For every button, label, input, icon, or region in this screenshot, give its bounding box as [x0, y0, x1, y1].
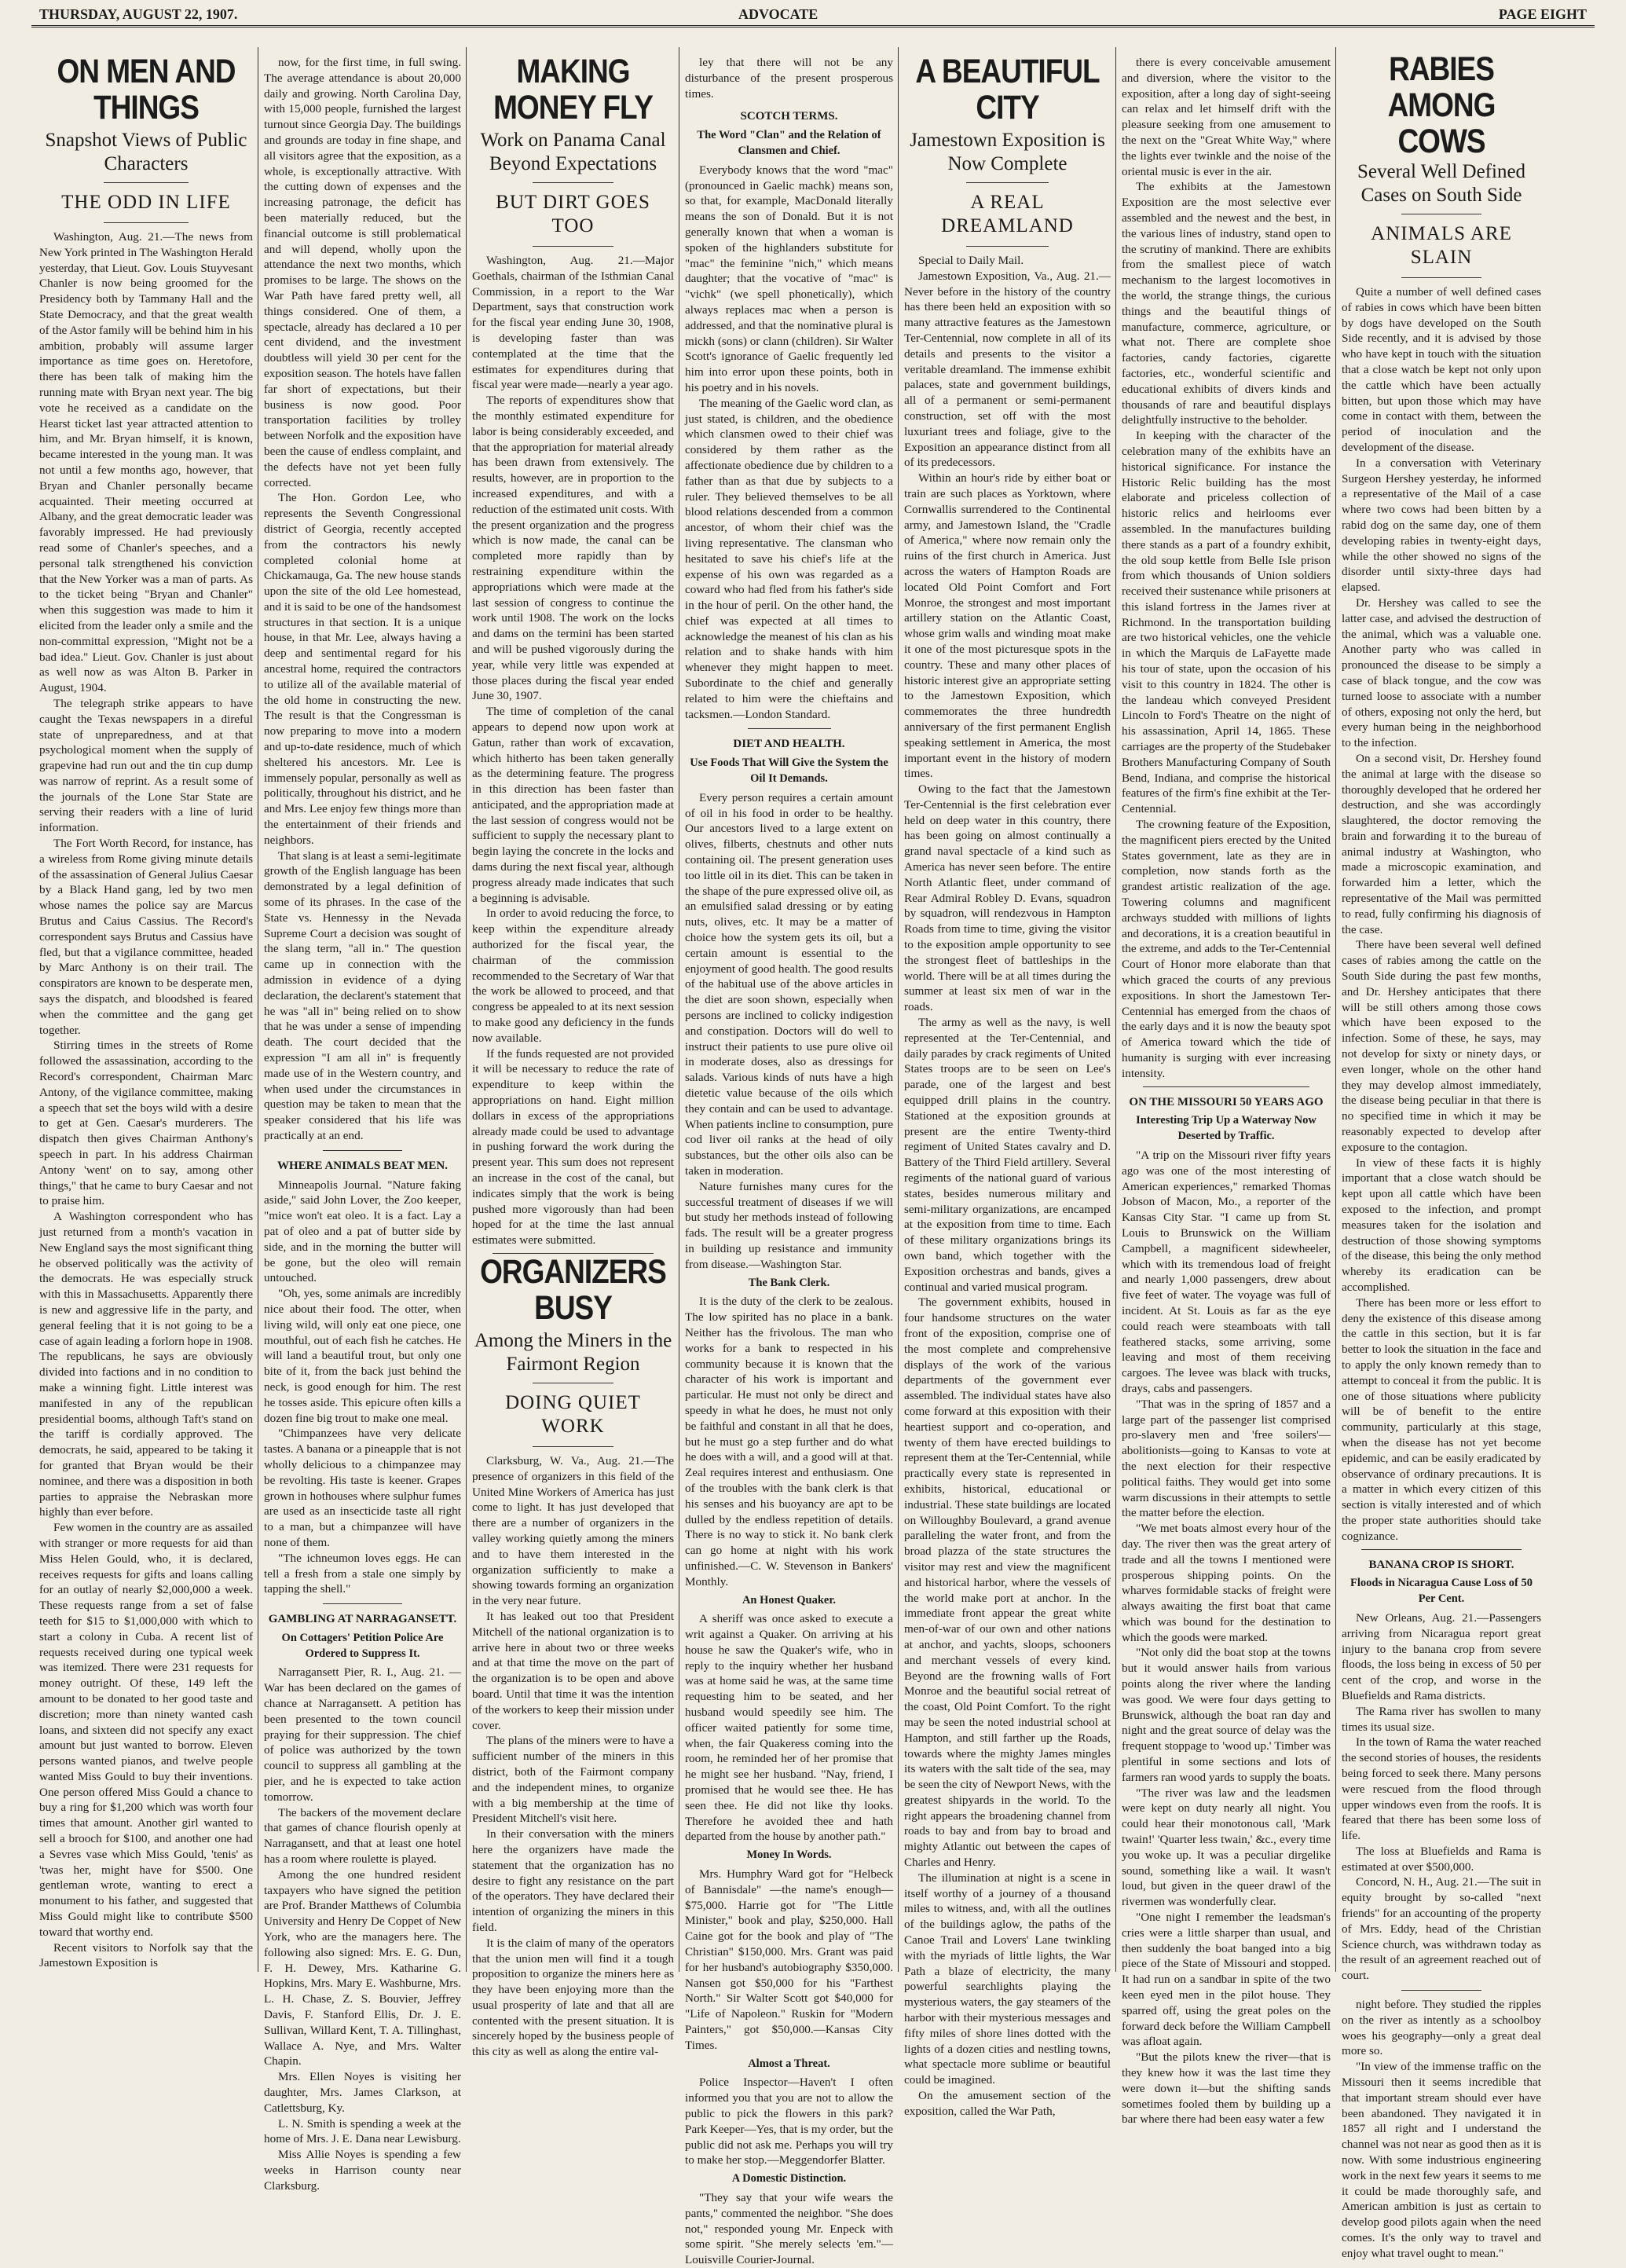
column-rule	[1115, 47, 1116, 1972]
article-title: Almost a Threat.	[748, 2057, 830, 2070]
divider	[1401, 1990, 1481, 1991]
paragraph: night before. They studied the ripples on the river as intently as a schoolboy woes his geography—only a great deal more so.	[1342, 1998, 1541, 2058]
paragraph: "But the pilots knew the river—that is they knew how it was the last time they were down it—but the shifting sands sometimes fooled them by building up a bar where there had been easy water a few	[1122, 2050, 1331, 2127]
paragraph: The loss at Bluefields and Rama is estimated at over $500,000.	[1342, 1844, 1541, 1874]
column-7	[1337, 49, 1546, 2260]
column-6	[1117, 55, 1335, 2127]
headline: A BEAUTIFUL CITY	[915, 52, 1100, 126]
headline: ORGANIZERS BUSY	[480, 1252, 666, 1326]
paragraph: A sheriff was once asked to execute a writ against a Quaker. On arriving at his house he saw the Quaker's wife, who in reply to the inquiry whether her husband was at home said he was, at the same time requesting him to be seated, and her husband would speedily see him. The officer waited patiently for some time, when, the fair Quakeress coming into the room, he reminded her of her promise that he might see her husband. "Nay, friend, I promised that he would see thee. He has seen thee. He did not like thy looks. Therefore he avoided thee and hath departed from the house by another path."	[685, 1612, 893, 1844]
paragraph: On the amusement section of the exposition, called the War Path,	[904, 2089, 1111, 2118]
paragraph: "Chimpanzees have very delicate tastes. A banana or a pineapple that is not wholly delicious to a chimpanzee may be revolting. His taste is keener. Grapes grown in hothouses where sulphur fumes are used as an insecticide taste all right to a man, but a chimpanzee will have none of them.	[264, 1427, 461, 1549]
paragraph: Quite a number of well defined cases of rabies in cows which have been bitten by dogs have developed on the South Side recently, and it is advised by those who have kept in touch with the situation that a close watch be kept not only upon the cattle which have been actually bitten, but upon those which may have come in contact with them, between the period of inoculation and the development of the disease.	[1342, 285, 1541, 454]
article-title: Money In Words.	[746, 1848, 832, 1862]
paragraph: Nature furnishes many cures for the successful treatment of diseases if we will but study her methods instead of following fads. The result will be a greater progress in building up resistance and immunity from disease.—Washington Star.	[685, 1179, 893, 1271]
article-title: WHERE ANIMALS BEAT MEN.	[277, 1159, 448, 1172]
paragraph: Concord, N. H., Aug. 21.—The suit in equity brought by so-called "next friends" for an accounting of the property of Mrs. Eddy, head of the Christian Science church, was withdrawn today as the result of an agreement reached out of court.	[1342, 1875, 1541, 1983]
paragraph: In view of these facts it is highly important that a close watch should be kept upon all cattle which have been exposed to the infection, and prompt measures taken for the isolation and destruction of those showing symptoms of the disease, this being the only method whereby its eradication can be accomplished.	[1342, 1156, 1541, 1294]
paragraph: The plans of the miners were to have a sufficient number of the miners in this district, both of the Fairmont company and the independent mines, to organize with a big membership at the time of President Mitchell's visit here.	[472, 1734, 674, 1826]
divider	[748, 728, 831, 729]
deck: Several Well Defined Cases on South Side	[1357, 161, 1526, 206]
paragraph: "The river was law and the leadsmen were kept on duty nearly all night. You could hear their monotonous call, 'Mark twain!' 'Quarter less twain,' &c., every time you woke up. It was a peculiar dirgelike sound, something like a wail. It wasn't loud, but given in the queer drawl of the rivermen was wonderfully clear.	[1122, 1786, 1331, 1909]
paper-name: ADVOCATE	[738, 6, 818, 22]
issue-date: THURSDAY, AUGUST 22, 1907.	[39, 6, 238, 22]
deck: Snapshot Views of Public Characters	[45, 130, 247, 174]
article-subtitle: Use Foods That Will Give the System the Oil It Demands.	[690, 757, 888, 786]
headline: MAKING MONEY FLY	[493, 52, 653, 126]
paragraph: "The ichneumon loves eggs. He can tell a fresh from a stale one simply by tapping the shell."	[264, 1551, 461, 1596]
paragraph: "Not only did the boat stop at the towns but it would answer hails from various points along the river where the landing was good. We were four days getting to Brunswick, although the boat ran day and night and the great source of delay was the frequent stoppage to 'wood up.' Timber was plentiful in some sections and lots of farmers ran wood yards to supply the boats.	[1122, 1646, 1331, 1784]
paragraph: The Rama river has swollen to many times its usual size.	[1342, 1704, 1541, 1734]
paragraph: The crowning feature of the Exposition, the magnificent piers erected by the United States government, late as they are in completion, now stands forth as the grandest artistic realization of the age. Towering columns and magnificent archways studded with millions of lights and decorations, it is a creation beautiful in the extreme, and adds to the Ter-Centennial Court of Honor more elaborate than that which graced the courts of any previous expositions. In short the Jamestown Ter-Centennial has emerged from the chaos of the early days and it is now the beauty spot of America toward which the tide of humanity is surging with ever increasing intensity.	[1122, 818, 1331, 1080]
paragraph: ley that there will not be any disturbance of the present prosperous times.	[685, 56, 893, 101]
paragraph: In a conversation with Veterinary Surgeon Hershey yesterday, he informed a representative of the Mail of a case where two cows had been bitten by a rabid dog on the same day, one of them developing rabies in twenty-eight days, while the other showed no signs of the disorder until sixty-three days had elapsed.	[1342, 456, 1541, 595]
paragraph: In order to avoid reducing the force, to keep within the expenditure already authorized for the fiscal year, the chairman of the commission recommended to the Secretary of War that the work be allowed to proceed, and that congress be appealed to at its next session to make good any deficiency in the funds now available.	[472, 907, 674, 1045]
paragraph: Jamestown Exposition, Va., Aug. 21.—Never before in the history of the country has there been held an exposition with so many attractive features as the Jamestown Ter-Centennial, now complete in all of its details and presents to the visitor a veritable dreamland. The immense exhibit palaces, state and government buildings, all of a permanent or semi-permanent construction, set off with the most luxuriant trees and foliage, give to the Exposition an appearance distinct from all of its predecessors.	[904, 269, 1111, 470]
paragraph: Dr. Hershey was called to see the latter case, and advised the destruction of the animal, which was a valuable one. Another party who was called in pronounced the disease to be simply a case of black tongue, and the cow was turned loose to associate with a number of others, exposing not only the herd, but every human being in the neighborhood to the infection.	[1342, 595, 1541, 750]
column-4	[680, 55, 898, 2267]
paragraph: The Hon. Gordon Lee, who represents the Seventh Congressional district of Georgia, recently accepted from the contractors his newly completed colonial home at Chickamauga, Ga. The new house stands upon the site of the old Lee homestead, and it is said to be one of the handsomest structures in that section. It is a unique house, in that Mr. Lee, always having a deep and sentimental regard for his ancestral home, required the contractors to utilize all of the available material of the old home in constructing the new. The result is that the Congressman is now preparing to move into a modern and up-to-date residence, much of which sheltered his ancestors. Mr. Lee is immensely popular, personally as well as politically, throughout his district, and he and Mrs. Lee enjoy few things more than the entertainment of their friends and neighbors.	[264, 491, 461, 847]
subdeck: A REAL DREAMLAND	[941, 192, 1074, 236]
column-5	[899, 52, 1115, 2118]
paragraph: The Fort Worth Record, for instance, has a wireless from Rome giving minute details of the assassination of General Julius Caesar by a Black Hand gang, led by two men whose names the police say are Marcus Brutus and Caius Cassius. The Record's correspondent says Brutus and Cassius have fled, but that a vigilance committee, headed by Marc Anthony is on their trail. The conspirators are known to be desperate men, says the dispatch, and bloodshed is feared when the committee and the gang get together.	[39, 837, 253, 1037]
divider	[966, 182, 1049, 183]
headline: RABIES AMONG COWS	[1387, 49, 1496, 159]
paragraph: That slang is at least a semi-legitimate growth of the English language has been demonstrated by a legal definition of some of its phrases. In the case of the State vs. Hennessy in the Nevada Supreme Court a decision was sought of the slang term, "all in." The question came up in connection with the admission in evidence of a dying declaration, the declarent's statement that he was "all in" being relied on to show that he was under a sense of impending death. The court decided that the expression "I am all in" is frequently made use of in the Western country, and when used under the circumstances in question may be taken to mean that the speaker considered that his life was practically at an end.	[264, 848, 461, 1142]
paragraph: L. N. Smith is spending a week at the home of Mrs. J. E. Dana near Lewisburg.	[264, 2116, 461, 2146]
paragraph: A Washington correspondent who has just returned from a month's vacation in New England says the most significant thing he observed politically was the activity of the democrats. He was especially struck with this in Massachusetts. Apparently there is new and aggressive life in the party, and general feeling that it is not going to be a case of again leading a forlorn hope in 1908. The republicans, he says are obviously divided into factions and in no condition to make a winning fight. Little interest was manifested in any of the republican presidential booms, although Taft's stand on the tariff is cordially approved. The democrats, he said, appeared to be taking it for granted that Bryan would be their nominee, and there was a disposition in both parties to appraise the Nebraskan more highly than ever before.	[39, 1210, 253, 1519]
paragraph: "They say that your wife wears the pants," commented the neighbor. "She does not," responded young Mr. Enpeck with some spirit. "She merely selects 'em."—Louisville Courier-Journal.	[685, 2190, 893, 2267]
paragraph: Among the one hundred resident taxpayers who have signed the petition are Prof. Brander Matthews of Columbia University and Henry De Coppet of New York, who are the managers here. The following also signed: Mrs. E. G. Dun, F. H. Dewey, Mrs. Katharine G. Hopkins, Mrs. Mary E. Washburne, Mrs. L. H. Chase, Z. S. Bouvier, Jeffrey Davis, F. Stanford Ellis, Dr. J. E. Sullivan, Willard Kent, T. A. Tillinghast, Wallace A. Nye, and Mrs. Walter Chapin.	[264, 1867, 461, 2068]
paragraph: New Orleans, Aug. 21.—Passengers arriving from Nicaragua report great injury to the banana crop from severe floods, the loss being in excess of 50 per cent of the crop, and worse in the Bluefields and Rama districts.	[1342, 1610, 1541, 1702]
column-2	[259, 55, 466, 2193]
paragraph: "A trip on the Missouri river fifty years ago was one of the most interesting of American experiences," remarked Thomas Jobson of Macon, Mo., a reporter of the Kansas City Star. "I came up from St. Louis to Brunswick on the William Campbell, a magnificent sidewheeler, which with its tremendous load of freight and nearly 1,000 passengers, drew about five feet of water. The voyage was full of incident. At St. Louis as far as the eye could reach were steamboats with tall feathered stacks, some arriving, some leaving and most of them receiving cargoes. The levee was black with trucks, drays, cabs and passengers.	[1122, 1148, 1331, 1395]
paragraph: The time of completion of the canal appears to depend now upon work at Gatun, rather than work of excavation, which hitherto has been taken generally as the determining feature. The progress in this direction has been faster than anticipated, and the appropriation made at the last session of congress would not be sufficient to supply the necessary plant to begin laying the concrete in the locks and dams during the next fiscal year, although progress already made indicates that such a beginning is advisable.	[472, 705, 674, 905]
paragraph: "Oh, yes, some animals are incredibly nice about their food. The otter, when living wild, will only eat one piece, one mouthful, out of each fish he catches. He will land a beautiful trout, but only one bite of it, from the back just behind the neck, is good enough for him. The rest he tosses aside. This epicure often kills a dozen fine big trout to make one meal.	[264, 1287, 461, 1425]
divider	[104, 182, 189, 183]
paragraph: In their conversation with the miners here the organizers have made the statement that the organization has no desire to fight any resistance on the part of the operators. They have declared their intention of organizing the miners in this field.	[472, 1827, 674, 1934]
article-subtitle: The Word "Clan" and the Relation of Clansmen and Chief.	[697, 129, 881, 157]
paragraph: Police Inspector—Haven't I often informed you that you are not to allow the public to pick the flowers in this park? Park Keeper—Yes, that is my order, but the public did not ask me. Perhaps you will try to make her stop.—Meggendorfer Blatter.	[685, 2076, 893, 2167]
article-title: BANANA CROP IS SHORT.	[1368, 1558, 1514, 1571]
divider	[533, 246, 613, 247]
paragraph: The government exhibits, housed in four handsome structures on the water front of the exposition, comprise one of the most complete and comprehensive displays of the work of the various departments of the government ever assembled. The individual states have also come forward at this exposition with their heartiest support and co-operation, and twenty of them have erected buildings to represent them at the Ter-Centennial, while practically every state is represented in exhibits, historical, educational or industrial. These state buildings are located on Willoughby Boulevard, a grand avenue paralleling the water front, and from the broad plazza of the state structures the visitor may rest and view the magnificent and historical harbor, where the vessels of the world make port at anchor. In the immediate front appear the great white men-of-war of our own and other nations at anchor, and yachts, sloops, schooners and merchant vessels of every kind. Beyond are the frowning walls of Fort Monroe and the beautiful social retreat of the coast, Old Point Comfort. To the right may be seen the noted industrial school at Hampton, and still farther up the Roads, towards where the mighty James mingles its waters with the salt tide of the sea, may be seen the city of Newport News, with the greatest shipyards in the world. To the right appears the broadening channel from roads to bay and from bay to broad and mighty Atlantic out between the capes of Charles and Henry.	[904, 1295, 1111, 1870]
paragraph: The exhibits at the Jamestown Exposition are the most selective ever assembled and the newest and the best, in the various lines of industry, stand open to the scrutiny of mankind. There are exhibits from the smallest piece of watch mechanism to the largest locomotives in the world, the strange things, the curious things and the beautiful things of manufacture, commerce, agriculture, or what not. There are complete shoe factories, candy factories, cigarette factories, etc., wonderful scientific and educational exhibits of divers kinds and thousands of rare and beautiful displays delightfully instructive to the beholder.	[1122, 180, 1331, 427]
paragraph: There has been more or less effort to deny the existence of this disease among the cattle in this section, but it is far better to look the situation in the face and to apply the only known remedy than to attempt to conceal it from the public. It is one of those situations where publicity will be of benefit to the entire community, particularly at this stage, when the disease has not yet become epidemic, and can be easily eradicated by observance of ordinary precautions. It is a matter in which every citizen of this section is vitally interested and of which the proper state authorities should take cognizance.	[1342, 1295, 1541, 1543]
paragraph: "We met boats almost every hour of the day. The river then was the great artery of trade and all the towns I mentioned were prosperous shipping points. On the wharves formidable stacks of freight were always awaiting the first boat that came which was bound for the destination to which the goods were marked.	[1122, 1522, 1331, 1644]
paragraph: Stirring times in the streets of Rome followed the assassination, according to the Record's correspondent, Chairman Marc Antony, of the vigilance committee, making a speech that set the boys wild with a desire to get at Gen. Caesar's murderers. The dispatch then gives Chairman Anthony's speech in part. In his address Chairman Antony 'went' on to say, among other things," that he came to bury Caesar and not to praise him.	[39, 1039, 253, 1208]
column-1	[35, 52, 258, 1972]
paragraph: Every person requires a certain amount of oil in his food in order to be healthy. Our ancestors lived to a large extent on olives, filberts, chestnuts and other nuts containing oil. The present generation uses too little oil in its diet. This can be taken in the shape of the pure expressed olive oil, as an emulsified salad dressing or by eating nuts, olives, etc. It may be a matter of choice how the system gets its oil, but a certain amount is essential to the enjoyment of good health. The good results of the habitual use of the above articles in the diet are soon shown, especially when persons are inclined to colicky indigestion and constipation. Doctors will do well to instruct their patients to use pure olive oil in moderate doses, also as dressings for salads. Various kinds of nuts have a high dietetic value because of the oils which they contain and can be used to advantage. When patients incline to consumption, pure cod liver oil ranks at the head of oily substances, but the other oils also can be taken in moderation.	[685, 790, 893, 1178]
column-rule	[898, 47, 899, 1972]
masthead	[31, 5, 1595, 27]
paragraph: Mrs. Humphry Ward got for "Helbeck of Bannisdale" —the name's enough—$75,000. Harrie got for "The Little Minister," book and play, $250,000. Hall Caine got for the book and play of "The Christian" $150,000. Mrs. Grant was paid for her husband's autobiography $350,000. Nansen got $50,000 for his "Farthest North." Sir Walter Scott got $40,000 for "Life of Napoleon." Ruskin for "Modern Painters," got $50,000.—Kansas City Times.	[685, 1867, 893, 2052]
column-3	[467, 52, 679, 2059]
deck: Among the Miners in the Fairmont Region	[474, 1330, 672, 1375]
paragraph: "One night I remember the leadsman's cries were a little sharper than usual, and then suddenly the boat banged into a big piece of the State of Missouri and stopped. It had run on a sandbar in spite of the two keen eyed men in the pilot house. They sparred off, using the great poles on the forward deck before the William Campbell was afloat again.	[1122, 1911, 1331, 2049]
article-title: SCOTCH TERMS.	[740, 110, 838, 123]
article-title: GAMBLING AT NARRAGANSETT.	[268, 1613, 457, 1626]
paragraph: Everybody knows that the word "mac" (pronounced in Gaelic machk) means son, so that, for example, MacDonald literally means the son of Donald. But it is not generally known that when a woman is spoken of the highlanders substitute for "mac" the feminine "nich," which means daughter; that the vocative of "mac" is "vichk" (we spell phonetically), which always replaces mac when a person is addressed, and that the nominative plural is mickh (sons) or clann (children). Sir Walter Scott's ignorance of Gaelic frequently led him into error upon these points, both in his poetry and in his novels.	[685, 163, 893, 394]
paragraph: Within an hour's ride by either boat or train are such places as Yorktown, where Cornwallis surrendered to the Continental army, and Jamestown Island, the "Cradle of America," where now remain only the ruins of the first church in America. Just across the waters of Hampton Roads are located Old Point Comfort and Fort Monroe, the strongest and most important artillery station on the Atlantic Coast, whose grim walls and winding moat make it one of the most picturesque spots in the country. These and many other places of historic interest give an appropriate setting to the Jamestown Exposition, which commemorates the three hundredth anniversary of the first permanent English speaking settlement in America, the most important event in the history of modern times.	[904, 471, 1111, 781]
divider	[533, 182, 613, 183]
deck: Work on Panama Canal Beyond Expectations	[480, 130, 666, 174]
divider	[533, 1446, 613, 1447]
deck: Jamestown Exposition is Now Complete	[910, 130, 1105, 174]
column-rule	[1335, 47, 1336, 1972]
divider	[104, 222, 189, 223]
paragraph: In the town of Rama the water reached the second stories of houses, the residents being forced to seek there. Many persons were rescued from the flood through upper windows even from the roofs. It is feared that there has been some loss of life.	[1342, 1735, 1541, 1843]
article-title: The Bank Clerk.	[748, 1276, 830, 1289]
article-subtitle: On Cottagers' Petition Police Are Ordered to Suppress It.	[281, 1631, 444, 1660]
paragraph: Washington, Aug. 21.—Major Goethals, chairman of the Isthmian Canal Commission, in a report to the War Department, says that construction work for the fiscal year ending June 30, 1908, is developing faster than was contemplated at the time that the estimates for expenditures during that fiscal year were made—nearly a year ago.	[472, 254, 674, 392]
article-title: A Domestic Distinction.	[731, 2172, 847, 2186]
subdeck: THE ODD IN LIFE	[61, 192, 231, 213]
paragraph: The army as well as the navy, is well represented at the Ter-Centennial, and daily parades by crack regiments of United States troops are to be seen on Lee's parade, one of the largest and best equipped drill plains in the country. Stationed at the exposition grounds at present are the entire Twenty-third regiment of United States cavalry and D. Battery of the Third Field artillery. Several regiments of the national guard of various states, besides numerous military and semi-military organizations, are encamped at the exposition from time to time. Each of these military organizations brings its own band, which together with the Exposition orchestras and bands, gives a continual and varied musical program.	[904, 1016, 1111, 1294]
paragraph: Washington, Aug. 21.—The news from New York printed in The Washington Herald yesterday, that Lieut. Gov. Louis Stuyvesant Chanler is now being groomed for the Presidency both by Tammany Hall and the State Democracy, and that the great wealth of the Astor family will be behind him in his ambition, probably will assume larger importance as time goes on. Heretofore, there has been talk of making him the running mate with Bryan next year. The big vote he received as a candidate on the Hearst ticket last year attracted attention to him, and Mr. Bryan himself, it is known, became interested in the young man. It was not until a few months ago, however, that Bryan and Chanler personally became acquainted. Their meeting occurred at Albany, and the great democratic leader was favorably impressed. He had previously read some of Chanler's speeches, and a personal talk strengthened his conviction that the New Yorker was a man of parts. As to the ticket being "Bryan and Chanler" when this suggestion was made to him it elicited from the leader only a smile and the non-committal expression, "Might not be a bad idea." Lieut. Gov. Chanler is just about as well now as was Alton B. Parker in August, 1904.	[39, 230, 253, 695]
paragraph: "That was in the spring of 1857 and a large part of the passenger list comprised pro-slavery men and 'free soilers'—abolitionists—going to Kansas to vote at the next election for their respective political faiths. They would get into some warm discussions in their attempts to settle the matter before the election.	[1122, 1397, 1331, 1520]
paragraph: Few women in the country are as assailed with stranger or more requests for aid than Miss Helen Gould, who, it is declared, receives requests for gifts and loans calling for an outlay of nearly $2,000,000 a week. These requests range from a set of false teeth for $15 to $1,000,000 with which to start a colony in Cuba. A recent list of requests received during one typical week was itemized. There were 231 requests for money outright. Of these, 149 left the amount to be donated to her good taste and discretion; more than ninety wanted cash loans, and sixteen did not specify any exact amount but just wanted to borrow. Eleven persons wanted pianos, and twelve people wanted Miss Gould to buy their inventions. One person offered Miss Gould a chance to buy a ring for $1,200 which was worth four times that amount. Another girl wanted to sell a brooch for $100, and another one had a Sevres vase which Miss Gould, 'tenis' as 'twas her, might have for $500. One gentleman wrote, wanting to erect a monument to his father, and suggested that Miss Gould might like to contribute $500 toward that worthy end.	[39, 1521, 253, 1939]
paragraph: The meaning of the Gaelic word clan, as just stated, is children, and the obedience which clansmen owed to their chief was considered by them rather as the affectionate obedience due by children to a father than as that due by subjects to a ruler. They believed themselves to be all blood relations descended from a common ancestor, of whom their chief was the living representative. The clansman who hesitated to save his chief's life at the expense of his own was regarded as a coward who had fled from his father's side in the hour of peril. On the other hand, the chief was expected at all times to acknowledge the meanest of his clan as his relation and to shake hands with him whenever they might happen to meet. Subordinate to the chief and generally related to him were the chieftains and tacksmen.—London Standard.	[685, 396, 893, 721]
divider	[323, 1603, 401, 1604]
article-title: An Honest Quaker.	[742, 1593, 837, 1607]
paragraph: If the funds requested are not provided it will be necessary to reduce the rate of expenditure to keep within the appropriations on hand. Eight million dollars in excess of the appropriations already made could be used to advantage in pushing forward the work during the present year. This sum does not represent an increase in the cost of the canal, but indicates simply that the work is being pushed more vigorously than had been hoped for at the time the last annual estimates were submitted.	[472, 1046, 674, 1248]
paragraph: The telegraph strike appears to have caught the Texas newspapers in a direful state of unpreparedness, and at that psychological moment when the supply of grapevine had run out and the tin cup dump was narrow of reprint. As a result some of the journals of the Lone Star State are serving their readers with a line of lurid information.	[39, 696, 253, 835]
paragraph: Recent visitors to Norfolk say that the Jamestown Exposition is	[39, 1940, 253, 1970]
paragraph: Narragansett Pier, R. I., Aug. 21. —War has been declared on the games of chance at Narragansett. A petition has been presented to the town council praying for their suppression. The chief of police was authorized by the town council to suppress all gambling at the pier, and he is expected to take action tomorrow.	[264, 1665, 461, 1804]
paragraph: The backers of the movement declare that games of chance flourish openly at Narragansett, and that at least one hotel has a room where roulette is played.	[264, 1805, 461, 1867]
paragraph: It is the claim of many of the operators that the union men will find it a tough proposition to organize the miners here as they have been enjoying more than the usual prosperity of late and that all are contented with the present situation. It is sincerely hoped by the business people of this city as well as along the entire val-	[472, 1936, 674, 2059]
article-subtitle: Interesting Trip Up a Waterway Now Deserted by Traffic.	[1136, 1114, 1317, 1143]
divider	[323, 1150, 401, 1151]
paragraph: There have been several well defined cases of rabies among the cattle on the South Side during the past few months, and Dr. Hershey anticipates that there will be still others among those cows which have been exposed to the infection. Some of these, he says, may not develop for sixty or ninety days, or even longer, whole on the other hand they may develop almost immediately, the disease being peculiar in that there is no specified time in which it may be reasonably expected to develop after exposure to the contagion.	[1342, 938, 1541, 1154]
paragraph: now, for the first time, in full swing. The average attendance is about 20,000 daily and growing. North Carolina Day, with 15,000 people, furnished the largest turnout since Georgia Day. The buildings and grounds are today in fine shape, and all visitors agree that the exposition, as a whole, is exceptionally attractive. With the cutting down of expenses and the increasing patronage, the deficit has been materially reduced, but the financial outcome is still problematical and will depend, wholly upon the attendance the next two months, which promises to be large. The shows on the War Path have fared pretty well, all things considered. One of them, a spectacle, already has declared a 10 per cent dividend, and the investment doubtless will yield 30 per cent for the exposition season. The hotels have fallen far short of expectations, but their business is now good. Poor transportation facilities by trolley between Norfolk and the exposition have been the cause of endless complaint, and the defects have not yet been fully corrected.	[264, 56, 461, 489]
paragraph: Miss Allie Noyes is spending a few weeks in Harrison county near Clarksburg.	[264, 2148, 461, 2193]
subdeck: ANIMALS ARE SLAIN	[1371, 223, 1512, 268]
paragraph: Owing to the fact that the Jamestown Ter-Centennial is the first celebration ever held on deep water in this country, there has been going on almost continually a grand naval spectacle of a kind such as America has never seen before. The entire North Atlantic fleet, under command of Rear Admiral Robley D. Evans, squadron by squadron, will rendezvous in Hampton Roads from time to time, giving the visitor to the exposition ample opportunity to see the strongest fleet of battleships in the world. There will be at all times during the summer at least six men of war in the roads.	[904, 782, 1111, 1014]
paragraph: In keeping with the character of the celebration many of the exhibits have an historical significance. For instance the Historic Relic building has the most elaborate and priceless collection of historic relics and heirlooms ever assembled. In the manufactures building there stands as a part of a foundry exhibit, the old soup kettle from Belle Isle prison from which thousands of Union soldiers received their sustenance while prisoners at this island fortress in the James river at Richmond. In the transportation building are two historical vehicles, one the vehicle in which the Marquis de LaFayette made his tour of state, upon the occasion of his visit to this country in 1824. The other is the landeau which conveyed President Lincoln to Ford's Theatre on the night of his assassination, April 14, 1865. These carriages are the property of the Studebaker Brothers Manufacturing Company of South Bend, Indiana, and comprise the historical features of the firm's fine exhibit at the Ter-Centennial.	[1122, 429, 1331, 816]
paragraph: "In view of the immense traffic on the Missouri then it seems incredible that that important stream should ever have been abandoned. They navigated it in 1857 all right and I understand the channel was not near as good then as it is now. With some industrious engineering work in the next few years it seems to me it could be made thoroughly safe, and American ambition is just as certain to develop good pilots again when the need comes. It's the only way to travel and enjoy what travel ought to mean."	[1342, 2060, 1541, 2260]
paragraph: The illumination at night is a scene in itself worthy of a journey of a thousand miles to witness, and, with all the outlines of the buildings aglow, the paths of the Canoe Trail and Lovers' Lane twinkling with the myriads of little lights, the War Path a blaze of electricity, the many powerful searchlights playing the mysterious waters, the gay steamers of the harbor with their mysterious messages and fifty miles of shore lines dotted with the lights of a dozen cities and nestling towns, what spectacle more sublime or beautiful could be imagined.	[904, 1870, 1111, 2087]
paragraph: Minneapolis Journal. "Nature faking aside," said John Lover, the Zoo keeper, "mice won't eat oleo. It is a fact. Lay a pat of oleo and a pat of butter side by side, and in the morning the butter will be gone, but the oleo will remain untouched.	[264, 1178, 461, 1285]
headline: ON MEN AND THINGS	[57, 52, 236, 126]
divider	[966, 246, 1049, 247]
dateline: Special to Daily Mail.	[918, 254, 1024, 267]
page-number: PAGE EIGHT	[1498, 6, 1587, 22]
paragraph: Clarksburg, W. Va., Aug. 21.—The presence of organizers in this field of the United Mine Workers of America has just come to light. It has just developed that there are a number of organizers in the valley working quietly among the miners and to have them interested in the organization sufficiently to make a showing towards forming an organization in the very near future.	[472, 1454, 674, 1608]
divider	[1401, 277, 1481, 278]
article-title: DIET AND HEALTH.	[733, 738, 845, 751]
subdeck: BUT DIRT GOES TOO	[496, 192, 650, 236]
column-rule	[466, 47, 467, 1972]
paragraph: The reports of expenditures show that the monthly estimated expenditure for labor is being considerably exceeded, and that the appropriation for material already has been drawn from extensively. The results, however, are in proportion to the increased expenditures, and with a reduction of the estimated unit costs. With the present organization and the progress which is now made, the canal can be completed more rapidly than by restraining expenditure within the appropriations which were made at the last session of congress to continue the work until 1908. The work on the locks and dams on the termini has been started and will be pushed vigorously during the year, while very little was expended at those places during the fiscal year ended June 30, 1907.	[472, 394, 674, 703]
subdeck: DOING QUIET WORK	[505, 1392, 641, 1437]
article-subtitle: Floods in Nicaragua Cause Loss of 50 Per Cent.	[1350, 1577, 1533, 1606]
paragraph: On a second visit, Dr. Hershey found the animal at large with the disease so thoroughly developed that he ordered her destruction, and she was accordingly slaughtered, the doctor removing the brain and forwarding it to the bureau of animal industry at Washington, who made a microscopic examination, and forwarded him a letter, which the representative of the Mail was permitted to read, fully confirming his diagnosis of the case.	[1342, 751, 1541, 936]
paragraph: It has leaked out too that President Mitchell of the national organization is to arrive here in about two or three weeks and at that time the move on the part of the organization is to be open and above board. Until that time it was the intention of the workers to keep their mission under cover.	[472, 1609, 674, 1732]
article-title: ON THE MISSOURI 50 YEARS AGO	[1129, 1095, 1324, 1108]
divider	[1361, 1549, 1521, 1550]
paragraph: Mrs. Ellen Noyes is visiting her daughter, Mrs. James Clarkson, at Catlettsburg, Ky.	[264, 2070, 461, 2115]
paragraph: there is every conceivable amusement and diversion, where the visitor to the exposition, after a long day of sight-seeing can relax and let himself drift with the pleasure seeking from one amusement to the next on the "Great White Way," where the lights ever twinkle and the noise of the oriental music is ever in the air.	[1122, 56, 1331, 178]
paragraph: It is the duty of the clerk to be zealous. The low spirited has no place in a bank. Neither has the frivolous. The man who works for a bank to respected in his community because it is known that the character of his work is important and particular. He must not only be direct and speedy in what he does, he must not only be faithful and constant in all that he does, but he must go a step further and do what he does with a will, and a good will at that. Zeal requires interest and enthusiasm. One of the troubles with the bank clerk is that his senses and his buoyancy are apt to be dulled by the endless repetition of details. There is no way to stick it. No bank clerk can go home at night with his work unfinished.—C. W. Stevenson in Bankers' Monthly.	[685, 1295, 893, 1588]
divider	[1143, 1086, 1310, 1087]
